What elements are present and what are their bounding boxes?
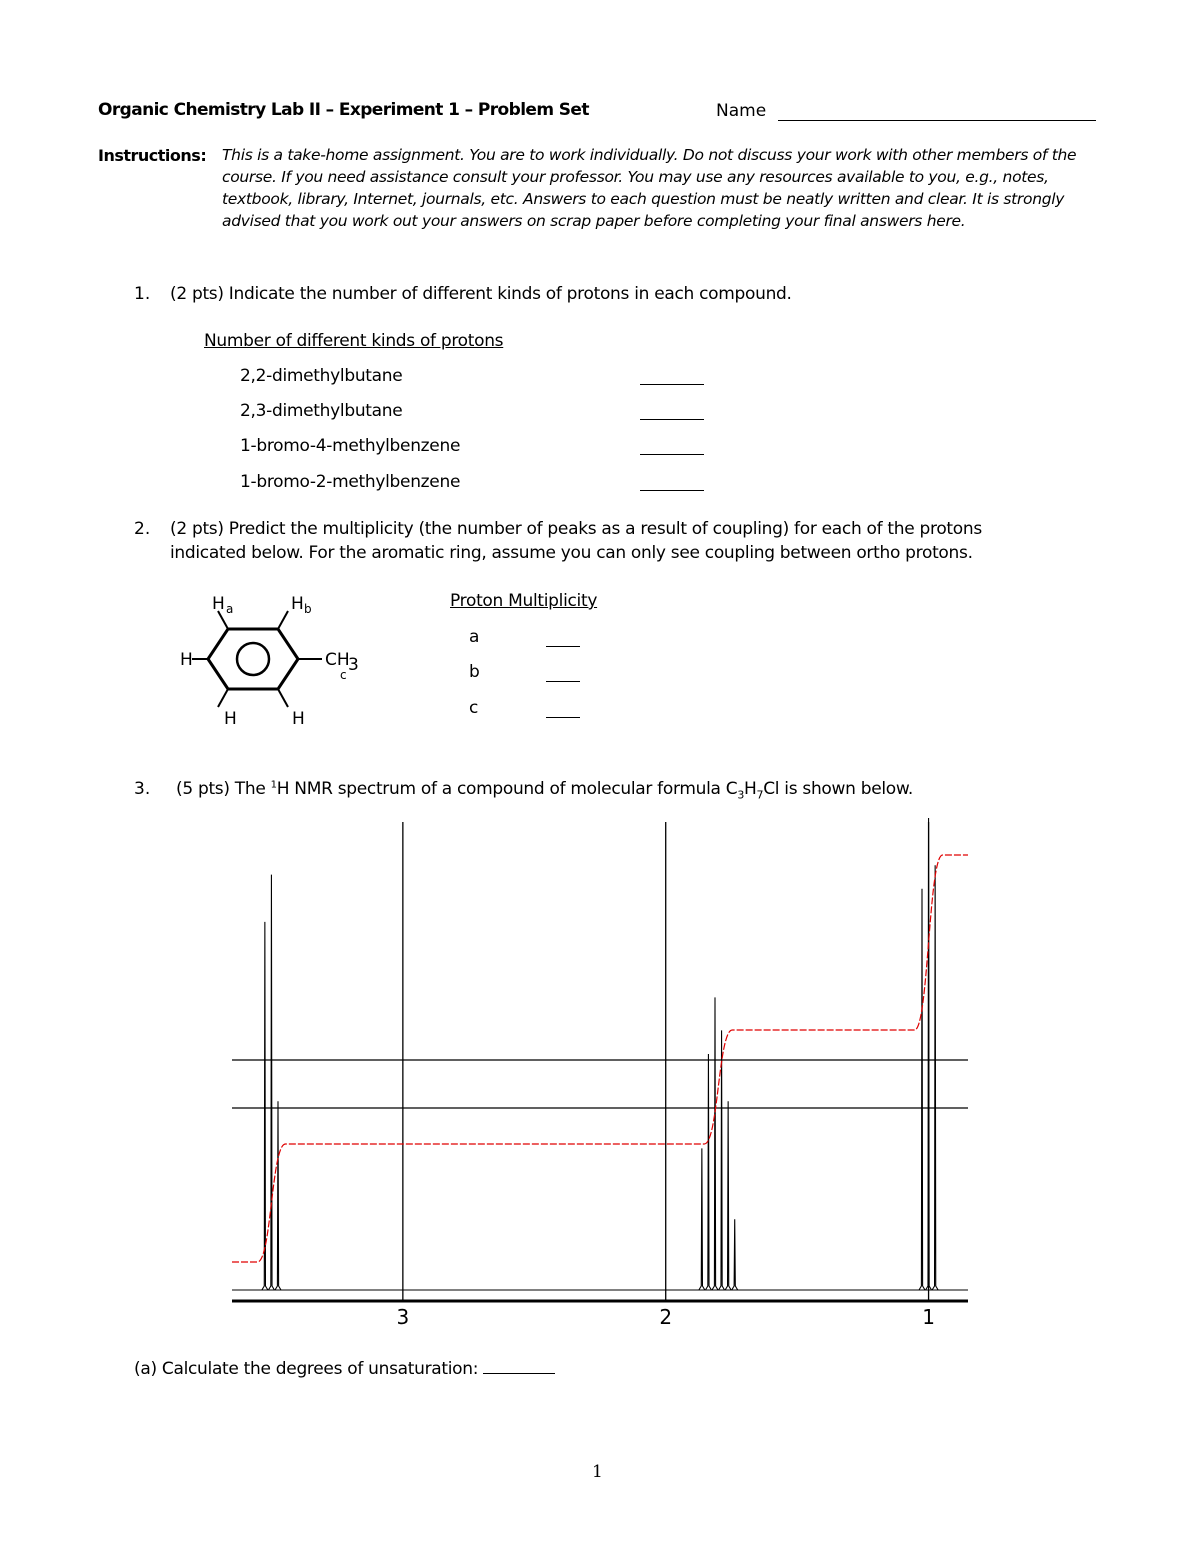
peak-0-1 <box>268 875 274 1290</box>
q3-prompt-post: Cl is shown below. <box>763 779 914 799</box>
peak-2-1 <box>926 818 932 1290</box>
h-a-subscript: a <box>226 602 234 616</box>
q1-compound-4: 1-bromo-2-methylbenzene <box>240 472 461 492</box>
h-b-label: H <box>291 594 304 614</box>
peak-1-0 <box>732 1219 738 1290</box>
name-label: Name <box>716 101 767 121</box>
page-title: Organic Chemistry Lab II – Experiment 1 – Problem Set <box>98 100 589 120</box>
q2-proton-b: b <box>469 662 480 682</box>
q3-prompt-h: H NMR spectrum of a compound of molecular formula C <box>276 779 738 799</box>
peak-1-1 <box>725 1101 731 1290</box>
peak-2-2 <box>919 889 925 1290</box>
peak-1-3 <box>712 997 718 1290</box>
q2-prompt-line2: indicated below. For the aromatic ring, assume you can only see coupling between ortho protons. <box>170 543 973 563</box>
ch3-subscript: c <box>340 668 347 682</box>
peak-0-0 <box>275 1101 281 1290</box>
q3-unsaturation-answer[interactable] <box>483 1373 555 1374</box>
q1-compound-3: 1-bromo-4-methylbenzene <box>240 436 461 456</box>
q1-compound-1: 2,2-dimethylbutane <box>240 366 403 386</box>
q2-table-header: Proton Multiplicity <box>450 591 598 611</box>
h-a-label: H <box>212 594 225 614</box>
q2-number: 2. <box>134 519 151 539</box>
peak-1-4 <box>705 1054 711 1290</box>
q3-prompt-pre: (5 pts) The <box>176 779 266 799</box>
instructions-label: Instructions: <box>98 146 207 165</box>
h-bottom-left-label: H <box>224 709 237 729</box>
ch-label: CH <box>325 650 350 670</box>
q3-formula-h: H <box>744 779 757 799</box>
q1-table-header: Number of different kinds of protons <box>204 331 504 351</box>
h-b-subscript: b <box>304 602 312 616</box>
q3-number: 3. <box>134 779 151 799</box>
page-number: 1 <box>592 1462 603 1482</box>
peak-1-5 <box>699 1148 705 1290</box>
q1-number: 1. <box>134 284 151 304</box>
q1-compound-2: 2,3-dimethylbutane <box>240 401 403 421</box>
h-bottom-right-label: H <box>292 709 305 729</box>
peak-2-0 <box>932 865 938 1290</box>
q2-proton-a: a <box>469 627 480 647</box>
x-tick-label-3: 3 <box>396 1305 410 1329</box>
x-tick-label-1: 1 <box>922 1305 935 1329</box>
q3-part-a-text: (a) Calculate the degrees of unsaturation: <box>134 1359 479 1379</box>
instructions-text: This is a take-home assignment. You are to work individually. Do not discuss your work with other members of the course. If you need assistance consult your professor. You may use any resources available to you, e.g., notes, textbook, library, Internet, journals, etc. Answers to each question must be neatly written and clear. It is strongly advised that you work out your answers on scrap paper before completing your final answers here. <box>222 146 1077 230</box>
x-tick-label-2: 2 <box>659 1305 673 1329</box>
h-left-label: H <box>180 650 193 670</box>
q3-formula-sub2: 7 <box>756 788 764 802</box>
peak-1-2 <box>719 1030 725 1290</box>
ch-three: 3 <box>348 655 359 675</box>
q1-prompt: (2 pts) Indicate the number of different kinds of protons in each compound. <box>170 284 792 304</box>
integration-curve <box>232 855 968 1262</box>
q3-part-a <box>134 1359 555 1379</box>
q3-formula-sub1: 3 <box>737 788 745 802</box>
q2-proton-c: c <box>469 698 479 718</box>
q2-prompt-line1: (2 pts) Predict the multiplicity (the number of peaks as a result of coupling) for each of the protons <box>170 519 982 539</box>
q3-superscript: 1 <box>270 779 277 791</box>
